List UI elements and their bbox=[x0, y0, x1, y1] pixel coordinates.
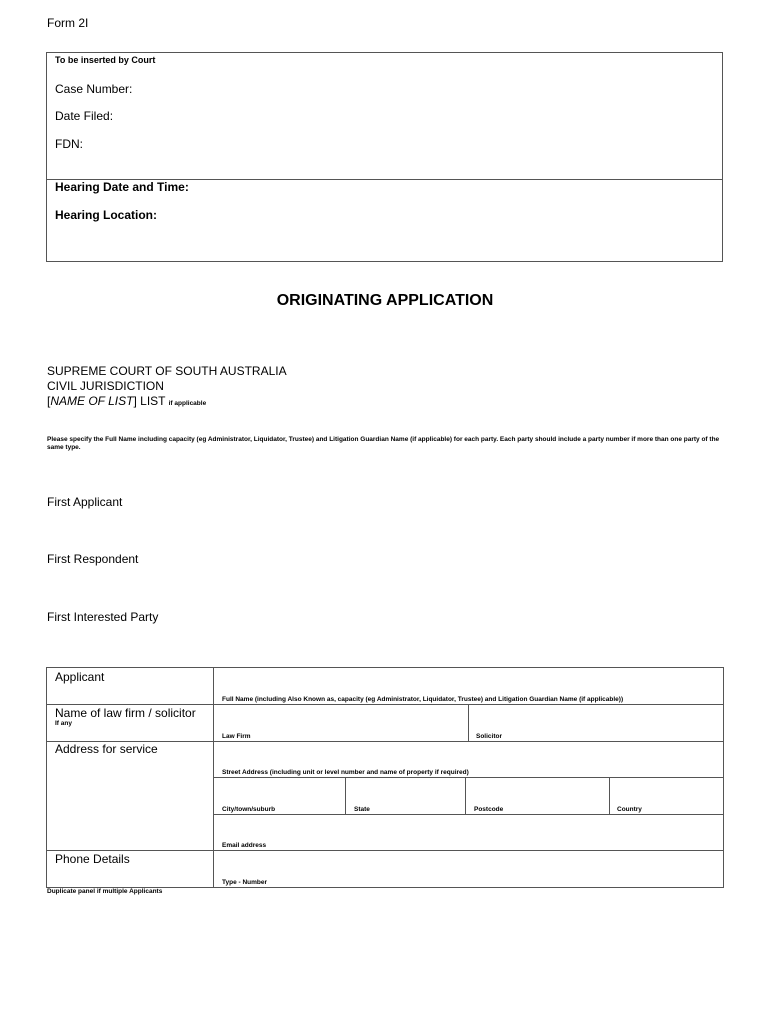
court-box-header: To be inserted by Court bbox=[55, 55, 156, 65]
applicant-panel bbox=[46, 667, 724, 888]
row-divider bbox=[47, 850, 723, 851]
date-filed-label: Date Filed: bbox=[55, 109, 114, 123]
fdn-label: FDN: bbox=[55, 137, 83, 151]
email-field-label: Email address bbox=[222, 842, 267, 849]
row-divider bbox=[213, 777, 723, 778]
row-divider bbox=[213, 814, 723, 815]
list-bracket-close: ] LIST bbox=[133, 394, 166, 408]
list-name: NAME OF LIST bbox=[50, 394, 134, 408]
full-name-field-label: Full Name (including Also Known as, capacity (eg Administrator, Liquidator, Trustee) and Litigation Guardian Name (if applicable)) bbox=[222, 696, 624, 703]
row-divider bbox=[47, 704, 723, 705]
first-respondent-label: First Respondent bbox=[47, 552, 139, 566]
city-field-label: City/town/suburb bbox=[222, 806, 276, 813]
street-field-label: Street Address (including unit or level number and name of property if required) bbox=[222, 769, 469, 776]
phone-field-label: Type - Number bbox=[222, 879, 268, 886]
hearing-location-label: Hearing Location: bbox=[55, 208, 158, 222]
case-number-label: Case Number: bbox=[55, 82, 133, 96]
court-use-box bbox=[46, 52, 723, 262]
law-firm-label: Name of law firm / solicitor bbox=[55, 706, 196, 720]
country-field-label: Country bbox=[617, 806, 642, 813]
first-interested-party-label: First Interested Party bbox=[47, 610, 159, 624]
party-instruction: Please specify the Full Name including capacity (eg Administrator, Liquidator, Trustee) and Litigation Guardian Name (if applicable) for each party. Each party should include a party number if more than one party of the same type. bbox=[47, 436, 720, 451]
law-firm-field-label: Law Firm bbox=[222, 733, 251, 740]
solicitor-field-label: Solicitor bbox=[476, 733, 503, 740]
state-field-label: State bbox=[354, 806, 370, 813]
jurisdiction: CIVIL JURISDICTION bbox=[47, 379, 164, 393]
applicant-label: Applicant bbox=[55, 670, 105, 684]
solicitor-divider bbox=[468, 704, 469, 741]
state-divider bbox=[345, 777, 346, 814]
postcode-field-label: Postcode bbox=[474, 806, 504, 813]
form-number: Form 2I bbox=[47, 16, 89, 30]
list-line bbox=[47, 394, 287, 411]
court-name: SUPREME COURT OF SOUTH AUSTRALIA bbox=[47, 364, 287, 378]
postcode-divider bbox=[465, 777, 466, 814]
duplicate-panel-note: Duplicate panel if multiple Applicants bbox=[47, 888, 163, 895]
list-note: if applicable bbox=[168, 400, 207, 407]
address-label: Address for service bbox=[55, 742, 158, 756]
country-divider bbox=[609, 777, 610, 814]
phone-label: Phone Details bbox=[55, 852, 130, 866]
if-any-note: If any bbox=[55, 720, 72, 727]
first-applicant-label: First Applicant bbox=[47, 495, 123, 509]
list-bracket-open: [ bbox=[47, 394, 51, 408]
hearing-date-label: Hearing Date and Time: bbox=[55, 180, 189, 194]
court-heading bbox=[47, 364, 287, 411]
page-title: ORIGINATING APPLICATION bbox=[276, 292, 494, 309]
